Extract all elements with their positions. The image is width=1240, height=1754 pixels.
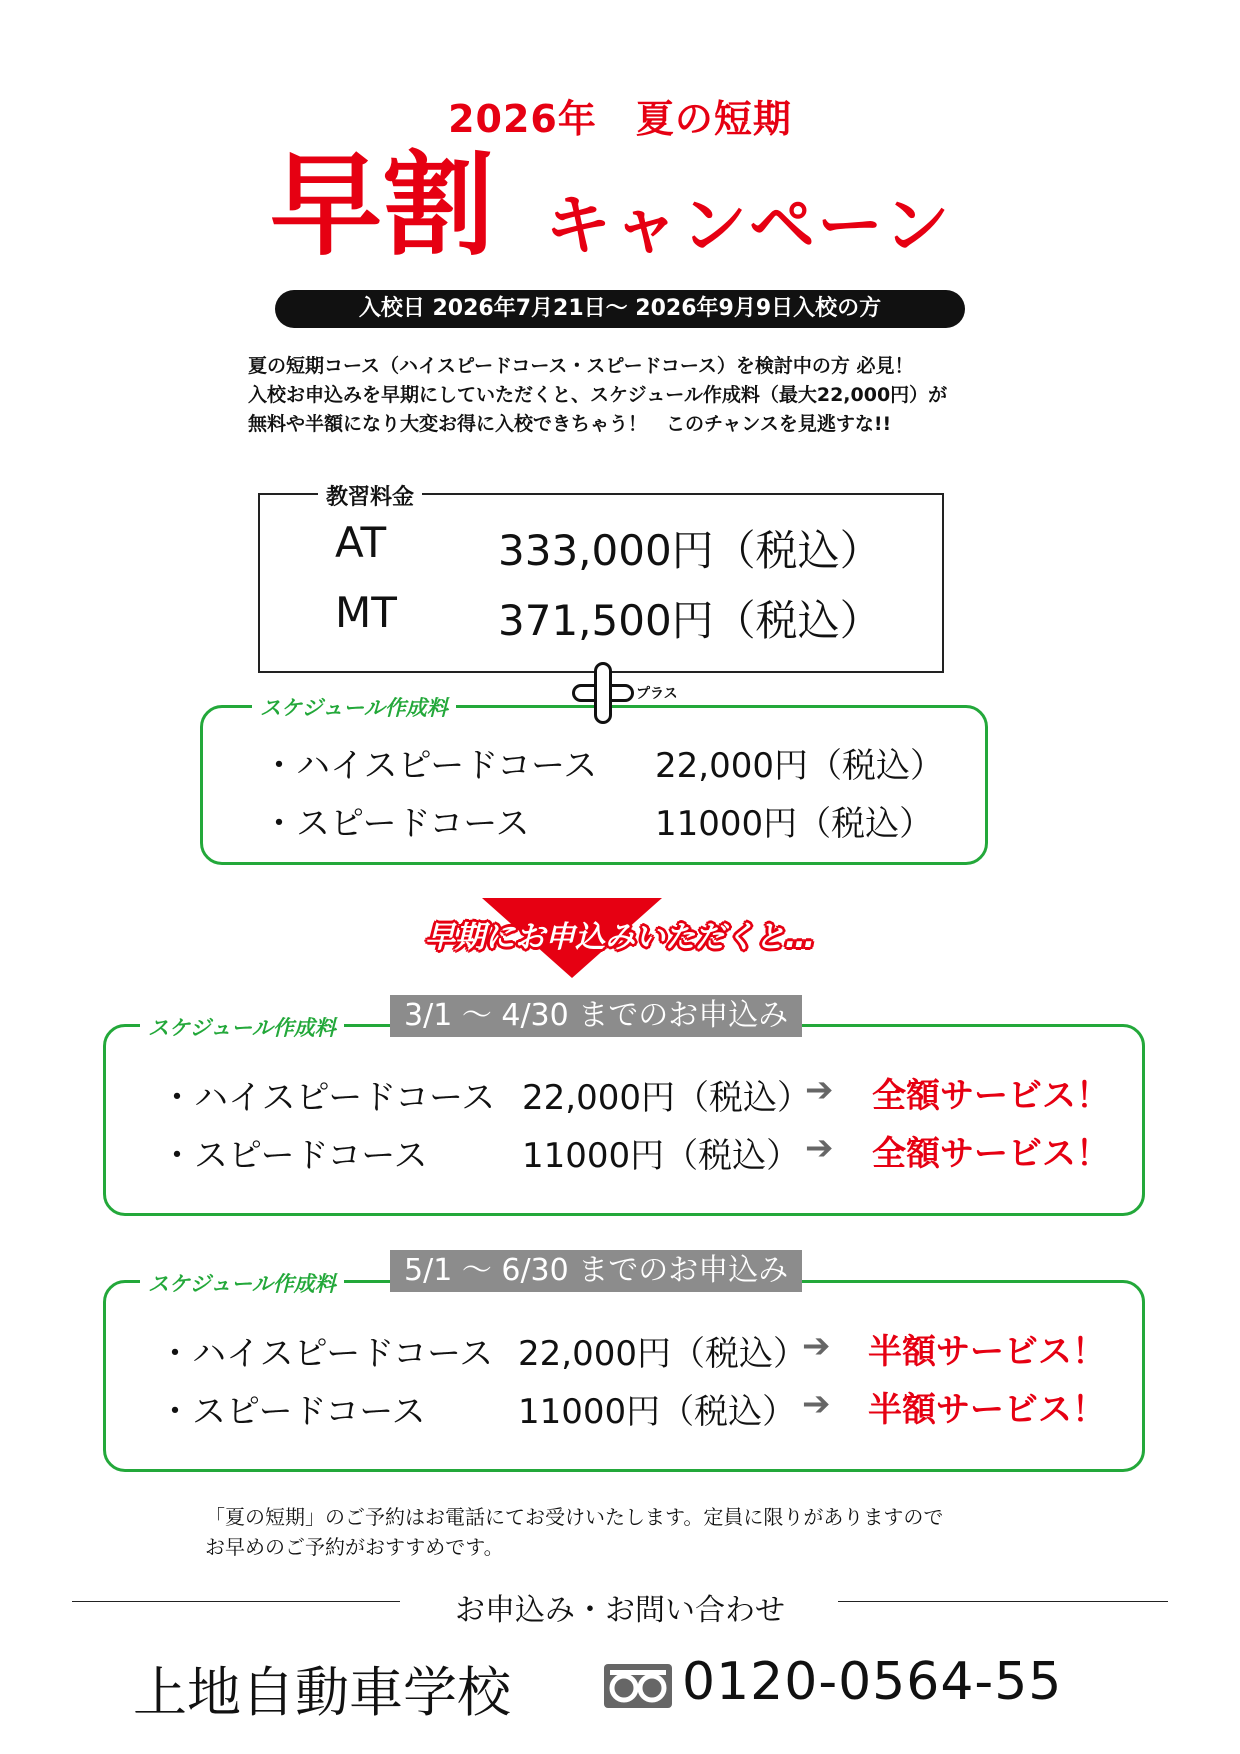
period-course: ・スピードコース <box>160 1136 428 1176</box>
period-price: 22,000円（税込） <box>518 1334 807 1374</box>
period-course: ・ハイスピードコース <box>158 1334 494 1374</box>
schedule-fee-course: ・ハイスピードコース <box>262 746 598 786</box>
schedule-fee-course: ・スピードコース <box>262 804 530 844</box>
contact-label: お申込み・お問い合わせ <box>455 1593 785 1628</box>
schedule-fee-label: スケジュール作成料 <box>252 692 456 722</box>
intro-line: 入校お申込みを早期にしていただくと、スケジュール作成料（最大22,000円）が <box>248 384 948 406</box>
period-range-badge: 5/1 ～ 6/30 までのお申込み <box>390 1250 802 1292</box>
plus-label: プラス <box>636 686 678 702</box>
tuition-price-mt: 371,500円（税込） <box>498 596 882 645</box>
period-course: ・ハイスピードコース <box>160 1078 496 1118</box>
enrollment-date-bar: 入校日 2026年7月21日～ 2026年9月9日入校の方 <box>275 290 965 328</box>
schedule-fee-price: 22,000円（税込） <box>655 746 944 786</box>
period-course: ・スピードコース <box>158 1392 426 1432</box>
free-dial-icon <box>604 1664 672 1708</box>
period-price: 11000円（税込） <box>522 1136 801 1176</box>
tuition-label: 教習料金 <box>318 480 422 511</box>
period-schedule-label: スケジュール作成料 <box>140 1012 344 1042</box>
period-box <box>103 1280 1145 1472</box>
service-badge: 全額サービス！ <box>872 1076 1110 1116</box>
period-price: 11000円（税込） <box>518 1392 797 1432</box>
right-arrow-icon: ➔ <box>802 1326 831 1366</box>
period-price: 22,000円（税込） <box>522 1078 811 1118</box>
note-line: 「夏の短期」のご予約はお電話にてお受けいたします。定員に限りがありますので <box>205 1505 944 1529</box>
period-schedule-label: スケジュール作成料 <box>140 1268 344 1298</box>
service-badge: 全額サービス！ <box>872 1134 1110 1174</box>
plus-icon <box>572 662 634 724</box>
school-name: 上地自動車学校 <box>133 1661 511 1724</box>
right-arrow-icon: ➔ <box>802 1384 831 1424</box>
schedule-fee-price: 11000円（税込） <box>655 804 934 844</box>
reservation-note <box>205 1502 943 1562</box>
note-line: お早めのご予約がおすすめです。 <box>205 1535 504 1559</box>
intro-line: 無料や半額になり大変お得に入校できちゃう！ このチャンスを見逃すな!! <box>248 413 892 435</box>
period-box <box>103 1024 1145 1216</box>
campaign-title: 早割 <box>270 141 494 271</box>
right-arrow-icon: ➔ <box>805 1070 834 1110</box>
tuition-price-at: 333,000円（税込） <box>498 526 882 575</box>
service-badge: 半額サービス！ <box>868 1390 1106 1430</box>
service-badge: 半額サービス！ <box>868 1332 1106 1372</box>
period-range-badge: 3/1 ～ 4/30 までのお申込み <box>390 995 802 1037</box>
intro-line: 夏の短期コース（ハイスピードコース・スピードコース）を検討中の方 必見！ <box>248 355 914 377</box>
right-arrow-icon: ➔ <box>805 1128 834 1168</box>
phone-number[interactable]: 0120-0564-55 <box>682 1652 1063 1712</box>
campaign-year-line: 2026年 夏の短期 <box>448 97 792 141</box>
intro-text <box>248 352 1048 439</box>
campaign-title-sub: キャンペーン <box>545 187 952 264</box>
early-application-text: 早期にお申込みいただくと… <box>425 920 815 955</box>
tuition-type-at: AT <box>335 518 387 567</box>
tuition-type-mt: MT <box>335 588 397 637</box>
